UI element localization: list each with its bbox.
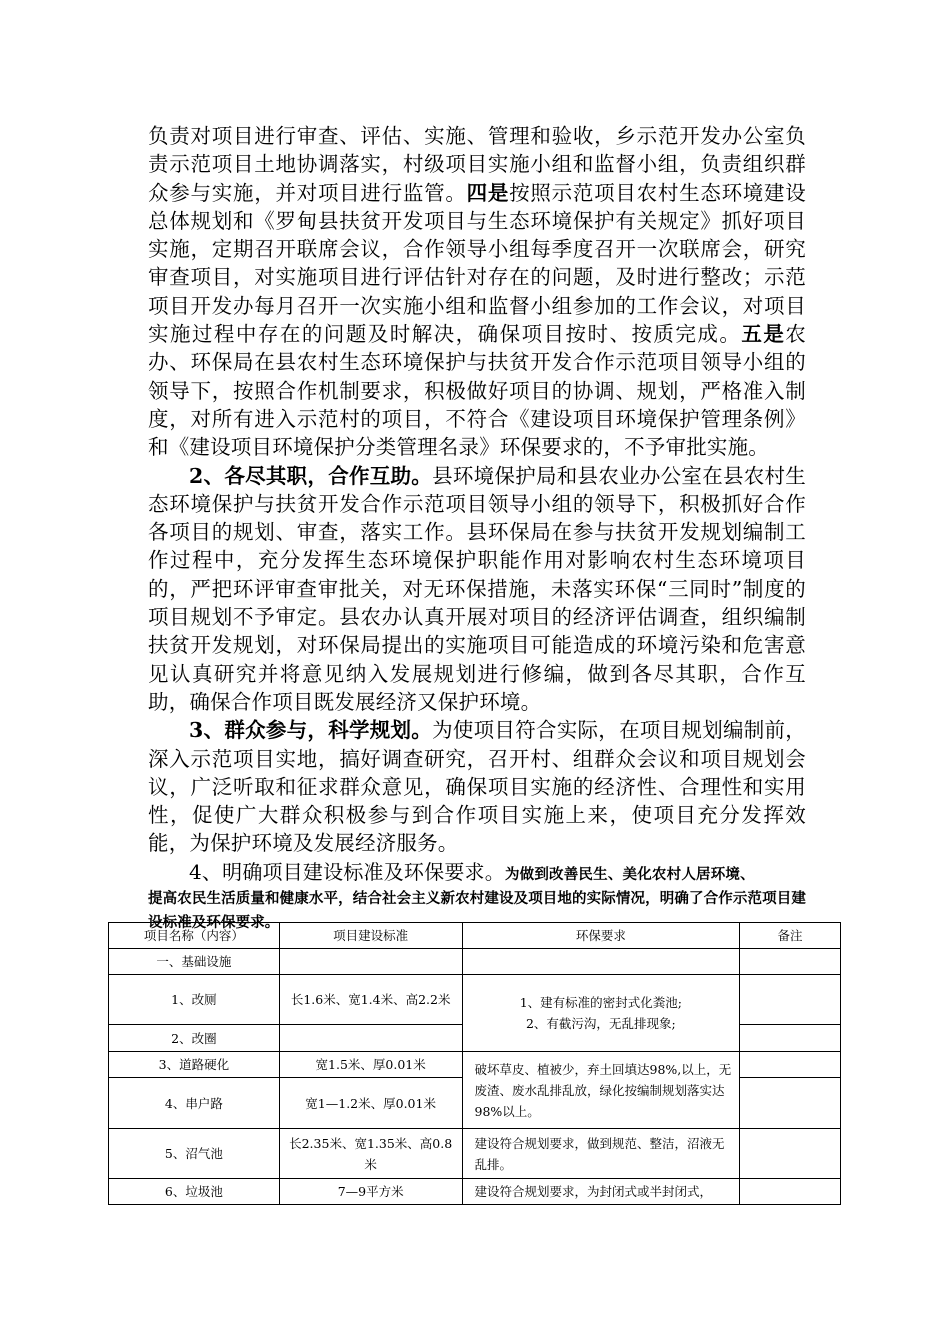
cell-standard: 长2.35米、宽1.35米、高0.8米 bbox=[279, 1129, 462, 1179]
cell-standard: 宽1—1.2米、厚0.01米 bbox=[279, 1078, 462, 1129]
standards-table bbox=[108, 922, 841, 1205]
cell-standard: 长1.6米、宽1.4米、高2.2米 bbox=[279, 975, 462, 1025]
cell-standard bbox=[279, 1025, 462, 1052]
cell-note bbox=[740, 1179, 841, 1205]
emphasis-four: 四是 bbox=[466, 180, 510, 205]
cell-note bbox=[740, 975, 841, 1025]
emphasis-five: 五是 bbox=[741, 322, 786, 347]
cell-standard bbox=[279, 949, 462, 975]
cell-note bbox=[740, 1129, 841, 1179]
cell-name: 4、串户路 bbox=[109, 1078, 280, 1129]
header-standard: 项目建设标准 bbox=[279, 923, 462, 949]
cell-env: 建设符合规划要求，为封闭式或半封闭式， bbox=[462, 1179, 740, 1205]
table-row bbox=[109, 975, 841, 1025]
body-text bbox=[148, 122, 806, 935]
paragraph-3: 3、群众参与，科学规划。为使项目符合实际，在项目规划编制前，深入示范项目实地，搞好调查研究，召开村、组群众会议和项目规划会议，广泛听取和征求群众意见，确保项目实施的经济性、合理性和实用性，促使广大群众积极参与到合作项目实施上来，使项目充分发挥效能，为保护环境及发展经济服务。 bbox=[148, 718, 806, 856]
cell-name: 6、垃圾池 bbox=[109, 1179, 280, 1205]
cell-note bbox=[740, 1025, 841, 1052]
cell-standard: 7—9平方米 bbox=[279, 1179, 462, 1205]
table-row bbox=[109, 1129, 841, 1179]
paragraph-4: 4、明确项目建设标准及环保要求。为做到改善民生、美化农村人居环境、 bbox=[189, 859, 755, 884]
table-row bbox=[109, 949, 841, 975]
cell-name: 2、改圈 bbox=[109, 1025, 280, 1052]
table-header-row bbox=[109, 923, 841, 949]
table-row bbox=[109, 1179, 841, 1205]
cell-name: 一、基础设施 bbox=[109, 949, 280, 975]
cell-env: 建设符合规划要求，做到规范、整洁，沼液无乱排。 bbox=[462, 1129, 740, 1179]
paragraph-2: 2、各尽其职，合作互助。县环境保护局和县农业办公室在县农村生态环境保护与扶贫开发合作示范项目领导小组的领导下，积极抓好合作各项目的规划、审查，落实工作。县环保局在参与扶贫开发规划编制工作过程中，充分发挥生态环境保护职能作用对影响农村生态环境项目的，严把环评审查审批关，对无环保措施，未落实环保“三同时”制度的项目规划不予审定。县农办认真开展对项目的经济评估调查，组织编制扶贫开发规划，对环保局提出的实施项目可能造成的环境污染和危害意见认真研究并将意见纳入发展规划进行修编，做到各尽其职，合作互助，确保合作项目既发展经济又保护环境。 bbox=[148, 463, 806, 714]
cell-env: 破坏草皮、植被少，弃土回填达98%,以上，无废渣、废水乱排乱放，绿化按编制规划落实达98%以上。 bbox=[462, 1052, 740, 1129]
paragraph-4-continued: 提高农民生活质量和健康水平，结合社会主义新农村建设及项目地的实际情况，明确了合作示范项目建设标准及环保要求。 bbox=[148, 889, 806, 931]
paragraph-2-heading: 2、各尽其职，合作互助。 bbox=[189, 463, 433, 488]
cell-env: 1、建有标准的密封式化粪池; 2、有截污沟，无乱排现象; bbox=[462, 975, 740, 1052]
header-env-requirement: 环保要求 bbox=[462, 923, 740, 949]
cell-env bbox=[462, 949, 740, 975]
table-row bbox=[109, 1052, 841, 1078]
header-project-name: 项目名称（内容） bbox=[109, 923, 280, 949]
cell-note bbox=[740, 949, 841, 975]
cell-name: 5、沼气池 bbox=[109, 1129, 280, 1179]
header-note: 备注 bbox=[740, 923, 841, 949]
paragraph-4-heading: 4、明确项目建设标准及环保要求。 bbox=[189, 859, 505, 884]
cell-note bbox=[740, 1052, 841, 1078]
paragraph-1: 负责对项目进行审查、评估、实施、管理和验收，乡示范开发办公室负责示范项目土地协调落实，村级项目实施小组和监督小组，负责组织群众参与实施，并对项目进行监管。四是按照示范项目农村生态环境建设总体规划和《罗甸县扶贫开发项目与生态环境保护有关规定》抓好项目实施，定期召开联席会议，合作领导小组每季度召开一次联席会，研究审查项目，对实施项目进行评估针对存在的问题，及时进行整改；示范项目开发办每月召开一次实施小组和监督小组参加的工作会议，对项目实施过程中存在的问题及时解决，确保项目按时、按质完成。五是农办、环保局在县农村生态环境保护与扶贫开发合作示范项目领导小组的领导下，按照合作机制要求，积极做好项目的协调、规划，严格准入制度，对所有进入示范村的项目，不符合《建设项目环境保护管理条例》和《建设项目环境保护分类管理名录》环保要求的，不予审批实施。 bbox=[148, 124, 806, 460]
paragraph-3-heading: 3、群众参与，科学规划。 bbox=[189, 718, 433, 743]
cell-name: 1、改厕 bbox=[109, 975, 280, 1025]
cell-standard: 宽1.5米、厚0.01米 bbox=[279, 1052, 462, 1078]
cell-name: 3、道路硬化 bbox=[109, 1052, 280, 1078]
cell-note bbox=[740, 1078, 841, 1129]
